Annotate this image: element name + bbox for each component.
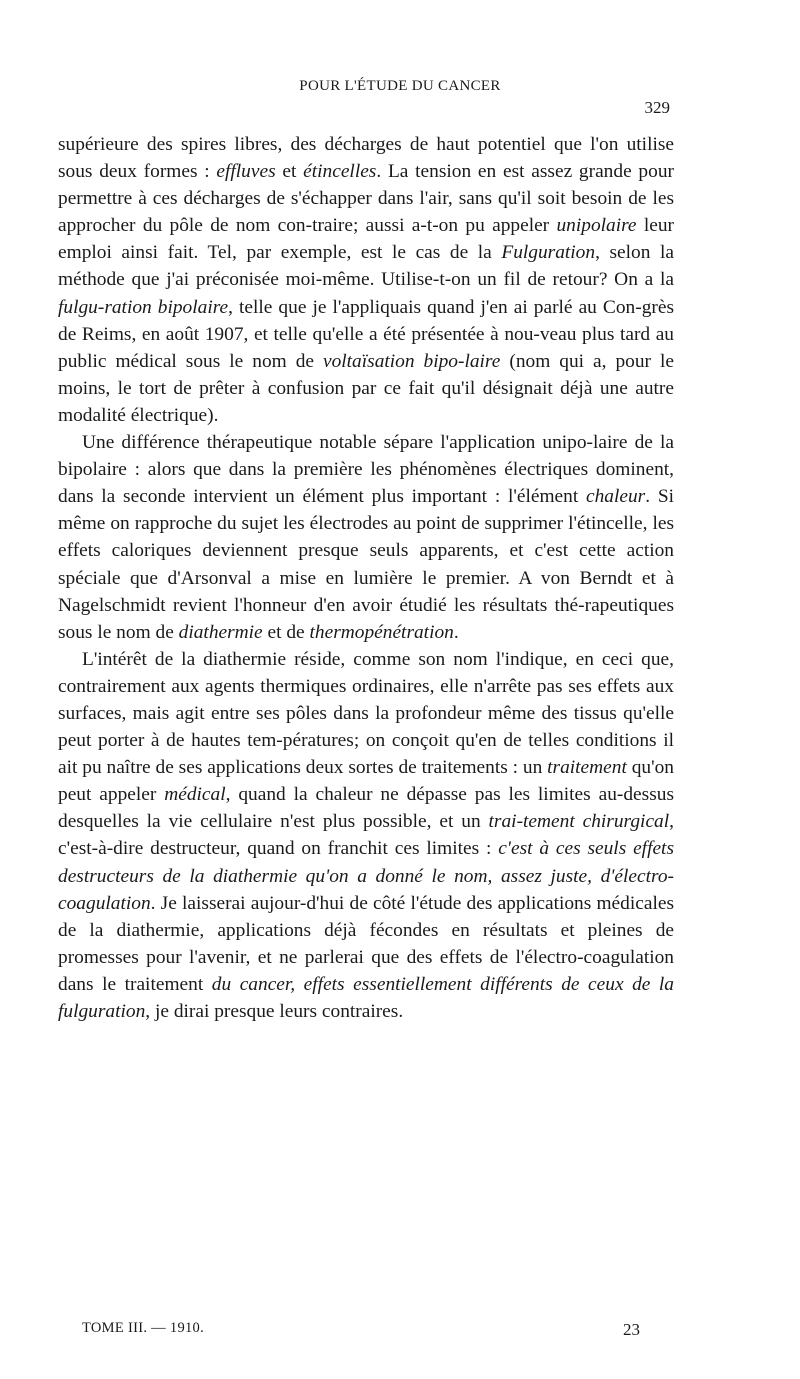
italic-run: fulgu-ration bipolaire [58,296,229,318]
text-run: . Si même on rapproche du sujet les électrodes au point de supprimer l'étincelle, les effets caloriques deviennent presque seuls apparents, et c'est cette action spéciale que d'Arsonval a mise en lumière le premier. A von Berndt et à Nagelschmidt revient l'honneur d'en avoir étudié les résultats thé-rapeutiques sous le nom de [58,486,674,643]
text-run: L'intérêt de la diathermie réside, comme son nom l'indique, en ceci que, contrairement aux agents thermiques ordinaires, elle n'arrête pas ses effets aux surfaces, mais agit entre ses pôles dans la profondeur même des tissus qu'elle peut porter à de hautes tem-pératures; on conçoit qu'en de telles conditions il ait pu naître de ses applications deux sortes de traitements : un [58,648,674,779]
text-run: . Je laisserai aujour-d'hui de côté l'étude des applications médicales de la diathermie, applications déjà fécondes en résultats et pleines de promesses pour l'avenir, et ne parlerai que des effets de l'électro-coagulation dans le traitement [58,892,674,995]
body-text [58,131,674,1025]
italic-run: médical [164,784,226,806]
italic-run: traitement [547,757,627,779]
running-head-text: POUR L'ÉTUDE DU CANCER [299,78,501,94]
paragraph-1 [58,131,674,429]
text-run: , telle que je l'appliquais quand j'en ai parlé au Con-grès de Reims, en août 1907, et telle qu'elle a été présentée à nou-veau plus tard au public médical sous le nom de [58,296,674,372]
italic-run: chaleur [585,486,646,508]
text-run: et [275,161,304,183]
italic-run: du cancer, effets essentiellement différents de ceux de la fulguration [58,973,675,1022]
text-run: . [453,621,459,643]
text-run: supérieure des spires libres, des décharges de haut potentiel que l'on utilise sous deux formes : [58,134,674,183]
italic-run: thermopénétration [309,621,454,643]
italic-run: voltaïsation bipo-laire [322,350,501,372]
text-run: leur emploi ainsi fait. Tel, par exemple, est le cas de la [58,215,675,264]
text-run: et de [262,621,310,643]
text-run: . La tension en est assez grande pour permettre à ces décharges de s'échapper dans l'air, sans qu'il soit besoin de les approcher du pôle de nom con-traire; aussi a-t-on pu appeler [58,161,674,237]
text-run: , quand la chaleur ne dépasse pas les limites au-dessus desquelles la vie cellulaire n'est plus possible, et un [58,784,674,833]
paragraph-3 [58,646,674,1025]
page-number: 329 [644,98,670,117]
italic-run: Fulguration [501,242,596,264]
volume-footer: TOME III. — 1910. [82,1320,205,1336]
italic-run: trai-tement chirurgical [488,811,670,833]
italic-run: étincelles [303,161,377,183]
signature-mark: 23 [623,1320,640,1339]
text-run: , c'est-à-dire destructeur, quand on franchit ces limites : [58,811,674,860]
running-head [0,78,800,95]
italic-run: unipolaire [556,215,637,237]
paragraph-2 [58,429,674,646]
text-run: qu'on peut appeler [58,757,674,806]
italic-run: effluves [216,161,276,183]
italic-run: diathermie [178,621,263,643]
text-run: (nom qui a, pour le moins, le tort de prêter à confusion par ce fait qu'il désignait déjà une autre modalité électrique). [58,350,674,426]
text-run: , selon la méthode que j'ai préconisée moi-même. Utilise-t-on un fil de retour? On a la [58,242,674,291]
text-run: Une différence thérapeutique notable sépare l'application unipo-laire de la bipolaire : alors que dans la première les phénomènes électriques dominent, dans la seconde intervient un élément plus important : l'élément [58,432,674,508]
text-run: , je dirai presque leurs contraires. [145,1001,404,1022]
italic-run: c'est à ces seuls effets destructeurs de la diathermie qu'on a donné le nom, assez juste, d'électro-coagulation [58,838,674,914]
